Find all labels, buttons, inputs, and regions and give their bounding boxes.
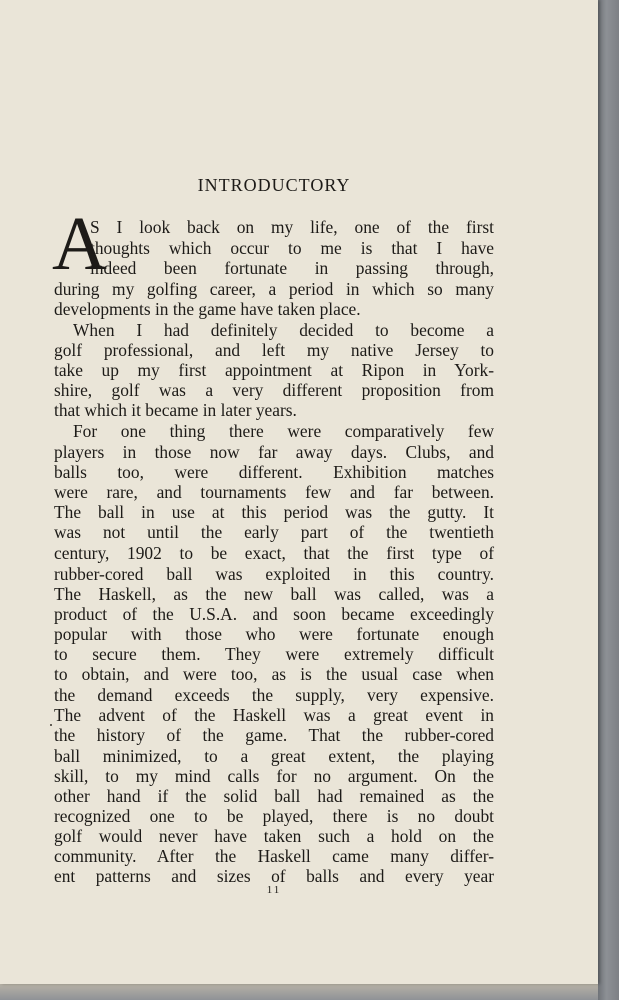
text-line: developments in the game have taken place. (54, 299, 361, 319)
text-line: community. After the Haskell came many differ- (54, 846, 494, 866)
text-line: balls too, were different. Exhibition matches (54, 462, 494, 482)
text-line: popular with those who were fortunate enough (54, 624, 494, 644)
ink-speck (50, 724, 52, 726)
text-line: the history of the game. That the rubber-cored (54, 725, 494, 745)
text-line: the demand exceeds the supply, very expensive. (54, 685, 494, 705)
text-line: was not until the early part of the twentieth (54, 522, 494, 542)
text-line: during my golfing career, a period in which so many (54, 279, 494, 299)
text-line: When I had definitely decided to become a (73, 320, 494, 340)
drop-cap-letter: A (52, 202, 107, 286)
text-line: century, 1902 to be exact, that the first type of (54, 543, 494, 563)
text-line: S I look back on my life, one of the first (90, 217, 494, 237)
book-fore-edge (598, 0, 619, 1000)
page-bottom-edge (0, 984, 598, 1000)
text-line: product of the U.S.A. and soon became exceedingly (54, 604, 494, 624)
text-line: other hand if the solid ball had remained as the (54, 786, 494, 806)
text-line: golf professional, and left my native Jersey to (54, 340, 494, 360)
text-line: that which it became in later years. (54, 400, 297, 420)
chapter-heading: INTRODUCTORY (197, 175, 351, 195)
text-line: The advent of the Haskell was a great event in (54, 705, 494, 725)
text-line: thoughts which occur to me is that I have (90, 238, 494, 258)
text-line: recognized one to be played, there is no doubt (54, 806, 494, 826)
text-line: shire, golf was a very different proposition from (54, 380, 494, 400)
text-line: The ball in use at this period was the gutty. It (54, 502, 494, 522)
text-line: were rare, and tournaments few and far between. (54, 482, 494, 502)
text-line: The Haskell, as the new ball was called, was a (54, 584, 494, 604)
text-line: players in those now far away days. Clubs, and (54, 442, 494, 462)
text-line: ent patterns and sizes of balls and every year (54, 866, 494, 886)
text-line: take up my first appointment at Ripon in York- (54, 360, 494, 380)
text-line: to obtain, and were too, as is the usual case when (54, 664, 494, 684)
text-line: rubber-cored ball was exploited in this country. (54, 564, 494, 584)
text-line: to secure them. They were extremely difficult (54, 644, 494, 664)
text-line: golf would never have taken such a hold on the (54, 826, 494, 846)
text-line: skill, to my mind calls for no argument. On the (54, 766, 494, 786)
text-line: indeed been fortunate in passing through, (90, 258, 494, 278)
text-line: For one thing there were comparatively few (73, 421, 494, 441)
text-line: ball minimized, to a great extent, the playing (54, 746, 494, 766)
page-number: 11 (266, 884, 282, 896)
